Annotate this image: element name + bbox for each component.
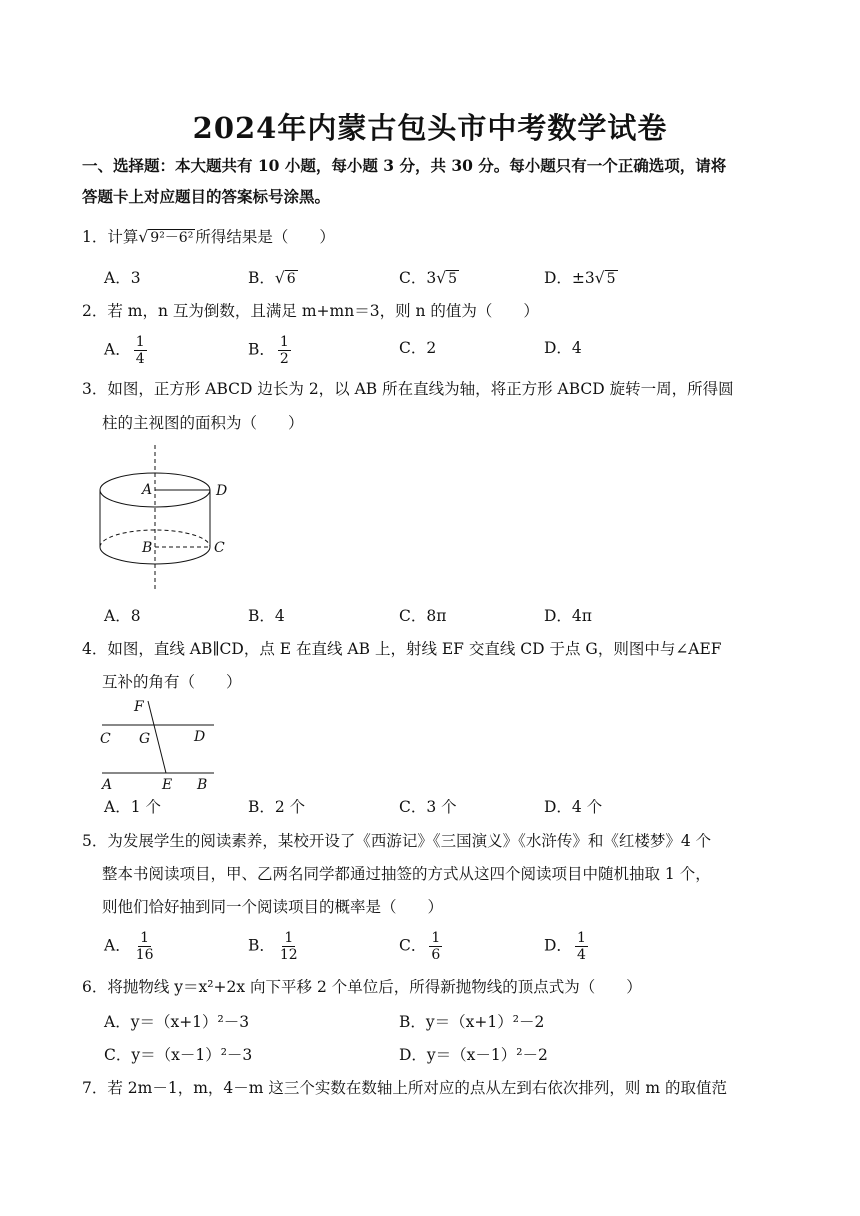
- option-label: A．: [104, 340, 131, 359]
- section-heading-line2: 答题卡上对应题目的答案标号涂黑。: [82, 187, 331, 206]
- question-text: 若 2m－1，m，4－m 这三个实数在数轴上所对应的点从左到右依次排列，则 m 的取值范: [107, 1079, 727, 1097]
- question-number: 1．: [82, 228, 108, 246]
- option-a: [104, 930, 156, 963]
- option-label: B．: [248, 936, 275, 955]
- question-text: 如图，直线 AB∥CD，点 E 在直线 AB 上，射线 EF 交直线 CD 于点 G，则图中与∠AEF: [107, 640, 722, 658]
- question-5: [82, 826, 782, 856]
- numerator: 1: [279, 334, 289, 350]
- option-label: B．: [248, 340, 275, 359]
- radicand: 5: [606, 271, 616, 287]
- numerator: 1: [431, 930, 441, 946]
- question-text: 所得结果是（ ）: [195, 228, 335, 246]
- option-label: A．: [104, 936, 131, 955]
- option-c: [399, 930, 442, 963]
- option-label: C．3: [399, 269, 437, 287]
- sqrt-expression: √ 9²－6²: [138, 228, 194, 246]
- option-b: B．4: [248, 607, 285, 625]
- denominator: 6: [431, 947, 441, 963]
- label-g: G: [139, 731, 151, 747]
- label-a: A: [102, 777, 113, 793]
- option-d: [544, 930, 588, 963]
- option-b: B．√ 6: [248, 269, 296, 287]
- label-b: B: [197, 777, 208, 793]
- fraction: [134, 334, 147, 367]
- label-c: C: [214, 540, 225, 556]
- fraction: [134, 930, 156, 963]
- question-3: [82, 374, 782, 404]
- option-c: C．3 个: [399, 798, 457, 816]
- option-d: D．±3√ 5: [544, 269, 616, 287]
- option-c: C．3√ 5: [399, 269, 458, 287]
- denominator: 4: [135, 351, 145, 367]
- numerator: 1: [135, 334, 145, 350]
- numerator: 1: [284, 930, 294, 946]
- option-d: D．4π: [544, 607, 592, 625]
- denominator: 16: [135, 947, 154, 963]
- question-7: [82, 1073, 782, 1103]
- fraction: [278, 930, 300, 963]
- question-text: 将抛物线 y＝x²+2x 向下平移 2 个单位后，所得新抛物线的顶点式为（ ）: [107, 978, 642, 996]
- question-number: 4．: [82, 640, 108, 658]
- option-a: [104, 334, 147, 367]
- section-heading-line1: 一、选择题：本大题共有 10 小题，每小题 3 分，共 30 分。每小题只有一个正确选项，请将: [82, 156, 727, 175]
- label-c: C: [100, 731, 111, 747]
- numerator: 1: [576, 930, 586, 946]
- option-a: A．8: [104, 607, 141, 625]
- label-b: B: [142, 540, 153, 556]
- option-b: [248, 930, 300, 963]
- denominator: 12: [279, 947, 298, 963]
- option-b: B．y＝（x+1）²－2: [399, 1013, 545, 1031]
- denominator: 4: [576, 947, 586, 963]
- question-text: 若 m，n 互为倒数，且满足 m+mn＝3，则 n 的值为（ ）: [107, 302, 539, 320]
- option-label: D．±3: [544, 269, 595, 287]
- option-d: D．4 个: [544, 798, 603, 816]
- label-f: F: [134, 699, 144, 715]
- option-d: D．y＝（x－1）²－2: [399, 1046, 548, 1064]
- option-label: B．: [248, 269, 275, 287]
- question-6: [82, 972, 782, 1002]
- cylinder-figure: [90, 440, 250, 595]
- fraction: [429, 930, 442, 963]
- option-b: [248, 334, 291, 367]
- radicand: 9²－6²: [150, 230, 194, 246]
- question-4-line2: 互补的角有（ ）: [102, 673, 242, 691]
- question-1: [82, 222, 782, 253]
- question-number: 6．: [82, 978, 108, 996]
- label-d: D: [216, 483, 228, 499]
- question-number: 3．: [82, 380, 108, 398]
- option-b: B．2 个: [248, 798, 306, 816]
- fraction: [278, 334, 291, 367]
- fraction: [575, 930, 588, 963]
- option-c: C．8π: [399, 607, 447, 625]
- denominator: 2: [279, 351, 289, 367]
- radicand: 6: [286, 271, 296, 287]
- question-text: 如图，正方形 ABCD 边长为 2，以 AB 所在直线为轴，将正方形 ABCD 旋转一周，所得圆: [107, 380, 734, 398]
- question-5-line2: 整本书阅读项目，甲、乙两名同学都通过抽签的方式从这四个阅读项目中随机抽取 1 个，: [102, 865, 711, 883]
- option-d: D．4: [544, 339, 582, 357]
- option-label: D．: [544, 936, 572, 955]
- radicand: 5: [448, 271, 458, 287]
- option-label: C．: [399, 936, 427, 955]
- question-number: 2．: [82, 302, 108, 320]
- question-5-line3: 则他们恰好抽到同一个阅读项目的概率是（ ）: [102, 898, 444, 916]
- option-a: A．y＝（x+1）²－3: [104, 1013, 250, 1031]
- label-a: A: [142, 482, 153, 498]
- option-c: C．y＝（x－1）²－3: [104, 1046, 253, 1064]
- label-e: E: [162, 777, 173, 793]
- page-title: 2024年内蒙古包头市中考数学试卷: [192, 111, 668, 145]
- question-text: 计算: [107, 228, 139, 246]
- label-d: D: [194, 729, 206, 745]
- option-a: A．3: [104, 269, 141, 287]
- question-4: [82, 634, 782, 664]
- question-2: [82, 296, 782, 326]
- question-number: 5．: [82, 832, 108, 850]
- option-a: A．1 个: [104, 798, 161, 816]
- parallel-lines-figure: [96, 695, 226, 795]
- question-3-line2: 柱的主视图的面积为（ ）: [102, 414, 304, 432]
- numerator: 1: [140, 930, 150, 946]
- question-number: 7．: [82, 1079, 108, 1097]
- option-c: C．2: [399, 339, 437, 357]
- question-text: 为发展学生的阅读素养，某校开设了《西游记》《三国演义》《水浒传》和《红楼梦》4 个: [107, 832, 712, 850]
